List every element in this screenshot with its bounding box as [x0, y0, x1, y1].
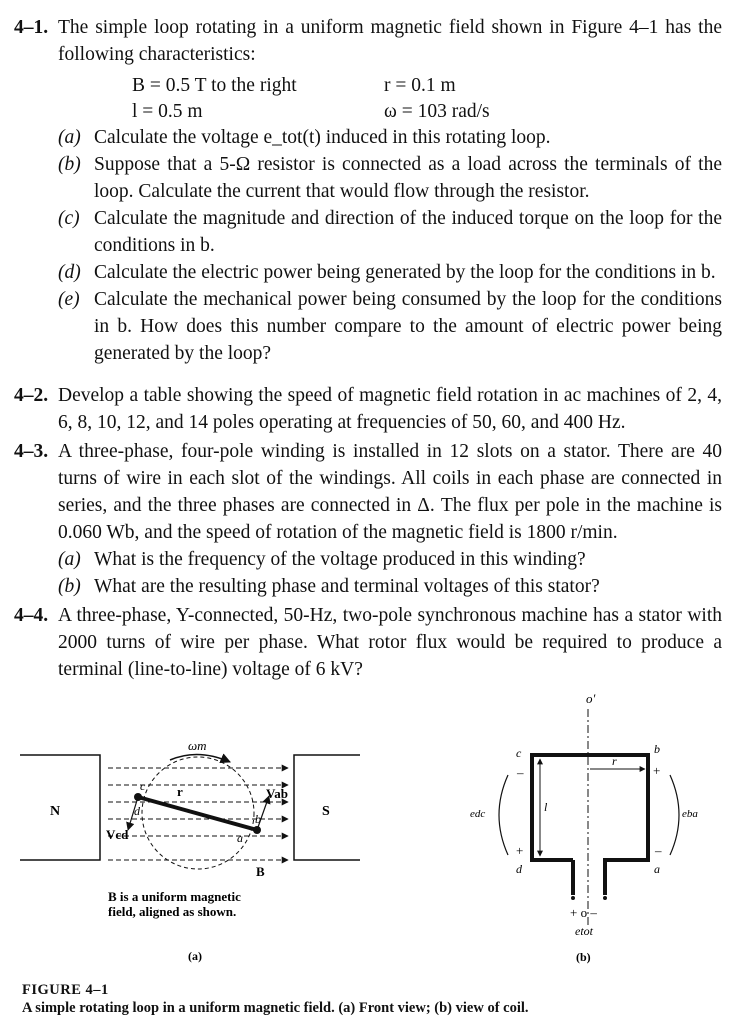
polarity-b-plus: + — [653, 763, 661, 778]
problem-text: A three-phase, Y-connected, 50-Hz, two-pole synchronous machine has a stator with 2000 turns of wire per phase. What rotor flux would be required to produce a terminal (line-to-line) voltage of 6 kV? — [58, 605, 722, 680]
terminal-left — [571, 896, 575, 900]
radius-label: r — [612, 754, 617, 768]
north-pole-label: N — [50, 804, 61, 819]
omega-label: ωm — [188, 738, 207, 753]
problem-4-3 — [14, 438, 722, 600]
part-label: (b) — [58, 154, 81, 175]
given-values — [58, 68, 722, 124]
south-pole-label: S — [322, 804, 330, 819]
field-note-line2: field, aligned as shown. — [108, 904, 237, 919]
part-text: What is the frequency of the voltage produced in this winding? — [94, 549, 586, 570]
field-label-B: B — [256, 864, 265, 879]
coil-loop — [532, 755, 648, 895]
corner-a: a — [654, 862, 660, 876]
eba-label: eba — [682, 808, 698, 820]
edc-bracket — [499, 775, 508, 855]
etot-label: etot — [575, 924, 593, 938]
figure-b-label: (b) — [576, 950, 591, 964]
part-a — [58, 546, 722, 573]
part-label: (d) — [58, 262, 81, 283]
problem-4-2 — [14, 382, 722, 436]
given-r: r = 0.1 m — [384, 75, 456, 96]
problem-number: 4–2. — [14, 385, 49, 406]
part-label: (b) — [58, 576, 81, 597]
polarity-d-plus: + — [516, 843, 524, 858]
problem-number: 4–1. — [14, 17, 49, 38]
problem-number: 4–3. — [14, 441, 49, 462]
label-c: c — [140, 779, 146, 793]
problem-text: A three-phase, four-pole winding is installed in 12 slots on a stator. There are 40 turns of wire in each slot of the windings. All coils in each phase are connected in series, and the three phases are connected in Δ. The flux per pole in the machine is 0.060 Wb, and the speed of rotation of the magnetic field is 1800 r/min. — [58, 441, 722, 543]
figure-caption: A simple rotating loop in a uniform magnetic field. (a) Front view; (b) view of coil. — [22, 1000, 529, 1016]
figure-a-label: (a) — [188, 949, 202, 963]
axis-label-o-prime: o′ — [586, 691, 596, 706]
label-b: b — [255, 812, 261, 826]
terminal-polarity: + o – — [570, 905, 597, 920]
part-label: (a) — [58, 549, 81, 570]
part-a — [58, 124, 722, 151]
problem-4-1 — [14, 14, 722, 367]
problem-4-4 — [14, 602, 722, 683]
part-text: Calculate the magnitude and direction of the induced torque on the loop for the conditions in b. — [94, 208, 722, 256]
part-label: (e) — [58, 289, 80, 310]
problem-text: Develop a table showing the speed of magnetic field rotation in ac machines of 2, 4, 6, 8, 10, 12, and 14 poles operating at frequencies of 50, 60, and 400 Hz. — [58, 385, 722, 433]
eba-bracket — [670, 775, 679, 855]
part-b — [58, 151, 722, 205]
part-text: Suppose that a 5-Ω resistor is connected as a load across the terminals of the loop. Calculate the current that would flow through the resistor. — [94, 154, 722, 202]
figure-a-front-view — [20, 730, 360, 965]
part-text: Calculate the electric power being generated by the loop for the conditions in b. — [94, 262, 716, 283]
part-text: What are the resulting phase and terminal voltages of this stator? — [94, 576, 600, 597]
field-note-line1: B is a uniform magnetic — [108, 889, 241, 904]
part-label: (c) — [58, 208, 80, 229]
given-omega: ω = 103 rad/s — [384, 101, 490, 122]
corner-b: b — [654, 742, 660, 756]
polarity-a-minus: – — [655, 843, 662, 858]
polarity-c-minus: – — [517, 765, 524, 780]
part-d — [58, 259, 722, 286]
label-a: a — [237, 831, 243, 845]
length-label: l — [544, 800, 548, 814]
part-b — [58, 573, 722, 600]
terminal-right — [603, 896, 607, 900]
vcd-label: Vcd — [106, 827, 129, 842]
part-e — [58, 286, 722, 367]
part-text: Calculate the mechanical power being consumed by the loop for the conditions in b. How does this number compare to the amount of electric power being generated by the loop? — [94, 289, 722, 364]
part-c — [58, 205, 722, 259]
radius-label: r — [177, 784, 183, 799]
given-B: B = 0.5 T to the right — [132, 75, 297, 96]
problem-number: 4–4. — [14, 605, 49, 626]
figure-caption-title: FIGURE 4–1 — [22, 982, 109, 998]
omega-arrow — [170, 754, 230, 762]
edc-label: edc — [470, 808, 486, 820]
corner-d: d — [516, 862, 522, 876]
label-d: d — [134, 804, 140, 818]
corner-c: c — [516, 746, 522, 760]
part-text: Calculate the voltage e_tot(t) induced in this rotating loop. — [94, 127, 551, 148]
given-l: l = 0.5 m — [132, 101, 203, 122]
figure-b-coil-view — [460, 685, 730, 965]
part-label: (a) — [58, 127, 81, 148]
problem-intro: The simple loop rotating in a uniform magnetic field shown in Figure 4–1 has the following characteristics: — [58, 17, 722, 65]
vab-label: Vab — [266, 786, 288, 801]
